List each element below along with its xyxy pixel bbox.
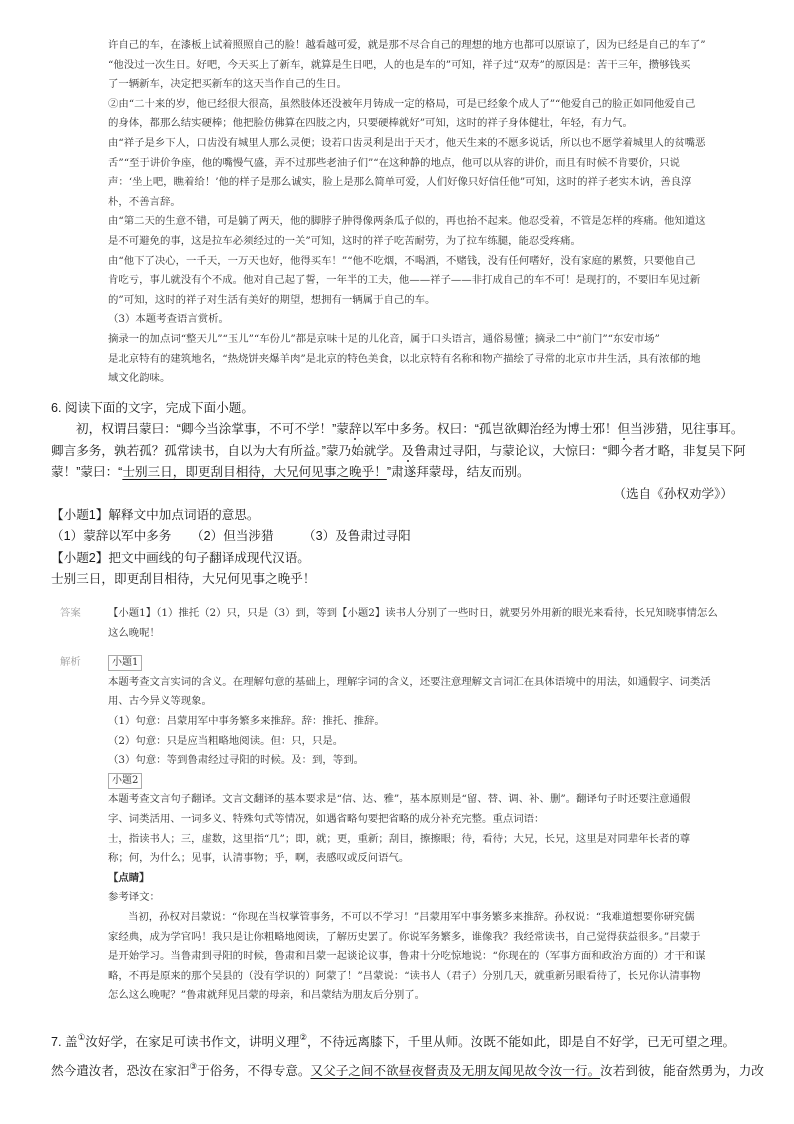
analysis-text-line: （2）句意：只是应当粗略地阅读。但：只，只是。 — [108, 734, 344, 747]
question-7 — [51, 1025, 764, 1083]
passage-line-2: 卿言多务，孰若孤？孤常读书，自以为大有所益。”蒙乃始就学。及鲁肃过寻阳，与蒙论议，大惊曰：“卿今者才略，非复吴下阿 — [51, 443, 746, 458]
dotted-word-ci: 辞 — [348, 422, 362, 437]
passage-source: （选自《孙权劝学》） — [613, 486, 733, 501]
q7-line-2: 然今遣汝者，恐汝在家汩③于俗务，不得专意。又父子之间不欲昼夜督责及无朋友闻见故令汝一行。汝若到彼，能奋然勇为，力改 — [51, 1061, 764, 1078]
translation-line: 怎么这么晚呢？”鲁肃就拜见吕蒙的母亲，和吕蒙结为朋友后分别了。 — [108, 989, 426, 1002]
answer-label: 答案 — [60, 608, 81, 619]
analysis-text-line: 的身体，都那么结实硬棒；他把脸仿佛算在四肢之内，只要硬棒就好”可知，这时的祥子身体健壮，年轻，有力气。 — [108, 117, 633, 130]
subquestion-2-sentence: 士别三日，即更刮目相待，大兄何见事之晚乎！ — [51, 572, 316, 587]
question-6-title: 6. 阅读下面的文字，完成下面小题。 — [51, 401, 254, 415]
translation-line: 家经典，成为学官吗！我只是让你粗略地阅读，了解历史罢了。你说军务繁多，谁像我？我经常读书，自己觉得获益很多。”吕蒙于 — [108, 930, 701, 943]
analysis-text-line: （3）句意：等到鲁肃经过寻阳的时候。及：到，等到。 — [108, 754, 364, 767]
analysis-text-line: 称；何，为什么；见事，认清事物；乎，啊，表感叹或反问语气。 — [108, 852, 410, 865]
analysis-text-line: 是北京特有的建筑地名，“热烧饼夹爆羊肉”是北京的特色美食，以北京特有名称和物产描绘了寻常的北京市井生活，具有浓郁的地 — [108, 352, 701, 365]
translation-line: 当初，孙权对吕蒙说：“你现在当权掌管事务，不可以不学习！”吕蒙用军中事务繁多来推辞。孙权说：“我难道想要你研究儒 — [128, 910, 695, 923]
analysis-text-line: 许自己的车，在漆板上试着照照自己的脸！越看越可爱，就是那不尽合自己的理想的地方也都可以原谅了，因为已经是自己的车了” — [108, 39, 706, 51]
analysis-text-line: （1）句意：吕蒙用军中事务繁多来推辞。辞：推托、推辞。 — [108, 714, 385, 727]
q7-line-1: 7. 盖①汝好学，在家足可读书作文，讲明义理②，不待远离膝下，千里从师。汝既不能如此，即是自不好学，已无可望之理。 — [51, 1032, 736, 1049]
subquestion-2-title: 【小题2】把文中画线的句子翻译成现代汉语。 — [51, 550, 310, 565]
analysis-text-line: 用、古今异义等现象。 — [108, 695, 212, 708]
analysis-text-line: 由“祥子是乡下人，口齿没有城里人那么灵便；设若口齿灵利是出于天才，他天生来的不愿多说话，所以也不愿学着城里人的贫嘴恶 — [108, 136, 706, 149]
analysis-content — [108, 653, 748, 1006]
reference-label: 参考译文： — [108, 891, 160, 904]
answer-text-line: 这么晚呢！ — [108, 626, 160, 639]
analysis-text-line: 肯吃亏，事儿就没有个不成。他对自己起了誓，一年半的工夫，他——祥子——非打成自己的车不可！是现打的，不要旧车见过新 — [108, 274, 701, 287]
analysis-text-line: 士，指读书人；三，虚数，这里指“几”；即，就；更，重新；刮目，擦擦眼；待，看待；大兄，长兄，这里是对同辈年长者的尊 — [108, 832, 691, 845]
answer-section — [58, 604, 748, 1006]
analysis-text-line: 的”可知，这时的祥子对生活有美好的期望，想拥有一辆属于自己的车。 — [108, 293, 436, 306]
tip-label: 【点睛】 — [108, 871, 150, 884]
subquestion-1-tag: 小题1 — [108, 655, 142, 671]
analysis-text-line: 域文化韵味。 — [108, 372, 171, 385]
question-6 — [51, 398, 751, 591]
analysis-text-line: 舌”“至于讲价争座，他的嘴慢气盛，弄不过那些老油子们”“在这种静的地点，他可以从容的讲价，而且有时候不肯要价，只说 — [108, 156, 680, 169]
analysis-text-line: 声：‘坐上吧，瞧着给！’他的样子是那么诚实，脸上是那么简单可爱，人们好像只好信任他”可知，这时的祥子老实木讷，善良淳 — [108, 176, 692, 189]
analysis-row — [58, 653, 748, 1006]
previous-answer-analysis — [108, 36, 748, 389]
analysis-text-line: 由“他下了决心，一千天，一万天也好，他得买车！”“他不吃烟，不喝酒，不赌钱，没有任何嗜好，没有家庭的累赘，只要他自己 — [108, 254, 696, 267]
analysis-text-line: 了一辆新车，决定把买新车的这天当作自己的生日。 — [108, 78, 347, 91]
analysis-text-line: 朴，不善言辞。 — [108, 195, 181, 208]
analysis-text-line: 是不可避免的事，这是拉车必须经过的一关”可知，这时的祥子吃苦耐劳，为了拉车练腿，能忍受疼痛。 — [108, 234, 581, 247]
answer-content — [108, 604, 748, 643]
analysis-text-line: ②由“二十来的岁，他已经很大很高，虽然肢体还没被年月铸成一定的格局，可是已经象个成人了”“他爱自己的脸正如同他爱自己 — [108, 97, 696, 110]
passage-line-3: 蒙！”蒙曰：“士别三日，即更刮目相待，大兄何见事之晚乎！”肃遂拜蒙母，结友而别。 — [51, 465, 530, 480]
analysis-text-line: 本题考查文言句子翻译。文言文翻译的基本要求是“信、达、雅”，基本原则是“留、替、调、补、删”。翻译句子时还要注意通假 — [108, 793, 691, 806]
translation-line: 是开始学习。当鲁肃到寻阳的时候，鲁肃和吕蒙一起谈论议事，鲁肃十分吃惊地说：“你现在的（军事方面和政治方面的）才干和谋 — [108, 950, 706, 963]
subquestion-2-tag: 小题2 — [108, 773, 142, 789]
passage-line-1: 初，权谓吕蒙曰：“卿今当涂掌事，不可不学！”蒙辞以军中多务。权曰：“孤岂欲卿治经为博士邪！但当涉猎，见往事耳。 — [76, 422, 744, 437]
subquestion-1-items: （1）蒙辞以军中多务 （2）但当涉猎 （3）及鲁肃过寻阳 — [51, 529, 411, 544]
analysis-text-line: 由“第二天的生意不错，可是躺了两天，他的脚脖子肿得像两条瓜子似的，再也抬不起来。他忍受着，不管是怎样的疼痛。他知道这 — [108, 215, 706, 228]
underlined-sentence: 士别三日，即更刮目相待，大兄何见事之晚乎！ — [122, 465, 387, 480]
analysis-text-line: 字、词类活用、一词多义、特殊句式等情况，如遇省略句要把省略的成分补充完整。重点词语： — [108, 812, 545, 825]
dotted-word-dan: 但 — [617, 422, 631, 437]
analysis-text-line: 本题考查文言实词的含义。在理解句意的基础上，理解字词的含义，还要注意理解文言词汇在具体语境中的用法，如通假字、词类活 — [108, 675, 711, 688]
answer-row — [58, 604, 748, 643]
analysis-text-line: 摘录一的加点词“整天儿”“玉儿”“车份儿”都是京味十足的儿化音，属于口头语言，通俗易懂；摘录二中“前门”“东安市场” — [108, 332, 660, 345]
answer-text-line: 【小题1】（1）推托（2）只，只是（3）到，等到【小题2】读书人分别了一些时日，就要另外用新的眼光来看待，长兄知晓事情怎么 — [108, 607, 718, 619]
analysis-text-line: （3）本题考查语言赏析。 — [108, 313, 229, 326]
translation-line: 略，不再是原来的那个吴县的（没有学识的）阿蒙了！”吕蒙说：“读书人（君子）分别几天，就重新另眼看待了，长兄你认清事物 — [108, 969, 701, 982]
dotted-word-ji: 及 — [401, 443, 415, 458]
analysis-text-line: “他没过一次生日。好吧，今天买上了新车，就算是生日吧，人的也是车的”可知，祥子过“双寿”的原因是：苦干三年，攒够钱买 — [108, 58, 691, 71]
subquestion-1-title: 【小题1】解释文中加点词语的意思。 — [51, 508, 260, 523]
analysis-label: 解析 — [60, 657, 81, 669]
q7-underlined-sentence: 又父子之间不欲昼夜督责及无朋友闻见故令汝一行。 — [310, 1064, 601, 1078]
